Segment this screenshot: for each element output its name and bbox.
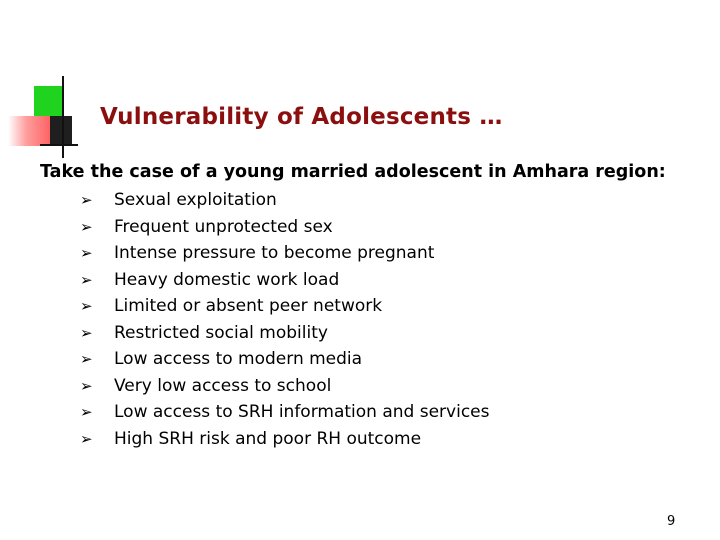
list-item-text: Frequent unprotected sex [114,216,333,237]
arrow-bullet-icon: ➢ [80,429,93,448]
list-item [80,320,490,347]
list-item-text: Heavy domestic work load [114,269,340,290]
arrow-bullet-icon: ➢ [80,191,93,209]
arrow-bullet-icon: ➢ [80,350,93,368]
list-item-text: Limited or absent peer network [114,296,383,316]
dark-square-decoration [50,116,72,146]
list-item [80,346,490,373]
list-item-text: Intense pressure to become pregnant [114,243,435,263]
arrow-bullet-icon: ➢ [80,217,93,236]
page-number: 9 [667,514,676,529]
list-item [80,214,490,241]
list-item-text: Sexual exploitation [114,190,277,210]
lead-text: Take the case of a young married adolescent in Amhara region: [40,162,666,182]
arrow-bullet-icon: ➢ [80,297,93,315]
list-item [80,187,490,214]
arrow-bullet-icon: ➢ [80,323,93,342]
arrow-bullet-icon: ➢ [80,270,93,289]
slide-title: Vulnerability of Adolescents … [100,104,503,130]
horizontal-line-decoration [40,144,78,146]
arrow-bullet-icon: ➢ [80,376,93,395]
list-item-text: Very low access to school [114,375,332,396]
list-item-text: Restricted social mobility [114,322,328,343]
list-item-text: Low access to modern media [114,349,363,369]
bullet-list [80,187,490,452]
arrow-bullet-icon: ➢ [80,403,93,421]
green-square-decoration [34,86,64,116]
list-item [80,293,490,320]
list-item [80,426,490,453]
arrow-bullet-icon: ➢ [80,244,93,262]
list-item [80,399,490,426]
list-item [80,373,490,400]
list-item [80,267,490,294]
list-item-text: High SRH risk and poor RH outcome [114,428,422,449]
list-item-text: Low access to SRH information and services [114,402,490,422]
list-item [80,240,490,267]
